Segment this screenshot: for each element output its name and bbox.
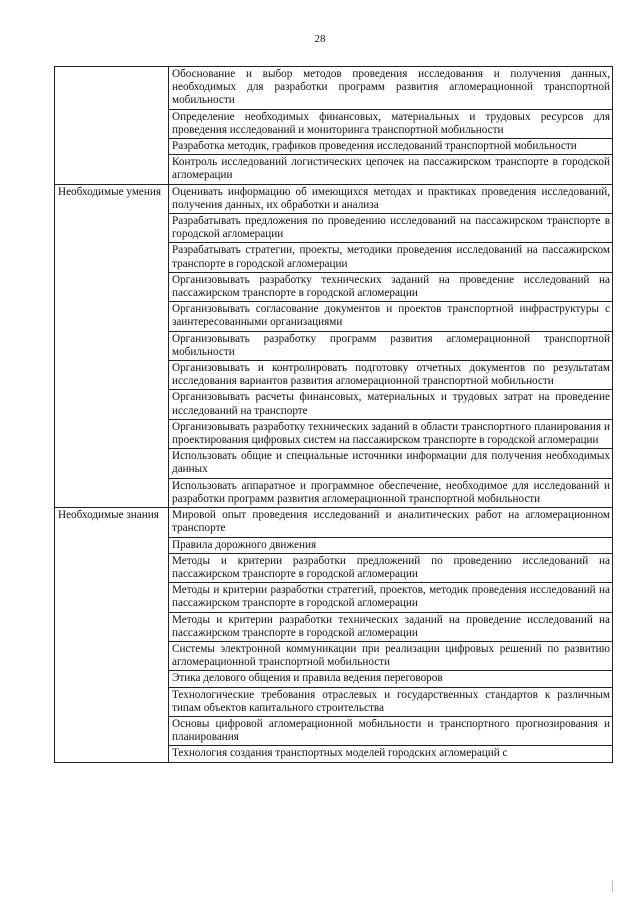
requirement-cell: Организовывать разработку программ развития агломерационной транспортной мобильности xyxy=(169,331,613,360)
requirement-cell: Методы и критерии разработки технических заданий на проведение исследований на пассажирском транспорте в городской агломерации xyxy=(169,612,613,641)
competency-table xyxy=(54,66,613,763)
scan-artifact xyxy=(612,880,613,892)
category-cell: Необходимые умения xyxy=(55,184,169,507)
requirement-cell: Технология создания транспортных моделей городских агломераций с xyxy=(169,746,613,762)
requirement-cell: Разрабатывать предложения по проведению исследований на пассажирском транспорте в городской агломерации xyxy=(169,214,613,243)
page-number: 28 xyxy=(314,33,326,45)
table-row xyxy=(55,184,613,213)
requirement-cell: Организовывать расчеты финансовых, материальных и трудовых затрат на проведение исследований на транспорте xyxy=(169,390,613,419)
requirement-cell: Обоснование и выбор методов проведения исследования и получения данных, необходимых для разработки программ развития агломерационной транспортной мобильности xyxy=(169,67,613,110)
requirement-cell: Разрабатывать стратегии, проекты, методики проведения исследований на пассажирском транспорте в городской агломерации xyxy=(169,243,613,272)
requirement-cell: Организовывать и контролировать подготовку отчетных документов по результатам исследования вариантов развития агломерационной транспортной мобильности xyxy=(169,361,613,390)
requirement-cell: Правила дорожного движения xyxy=(169,537,613,553)
requirement-cell: Методы и критерии разработки стратегий, проектов, методик проведения исследований на пассажирском транспорте в городской агломерации xyxy=(169,583,613,612)
requirement-cell: Методы и критерии разработки предложений по проведению исследований на пассажирском транспорте в городской агломерации xyxy=(169,553,613,582)
requirement-cell: Использовать аппаратное и программное обеспечение, необходимое для исследований и разработки программ развития агломерационной транспортной мобильности xyxy=(169,478,613,507)
requirement-cell: Мировой опыт проведения исследований и аналитических работ на агломерационном транспорте xyxy=(169,508,613,537)
requirement-cell: Разработка методик, графиков проведения исследований транспортной мобильности xyxy=(169,139,613,155)
requirement-cell: Организовывать согласование документов и проектов транспортной инфраструктуры с заинтересованными организациями xyxy=(169,302,613,331)
requirement-cell: Организовывать разработку технических заданий на проведение исследований на пассажирском транспорте в городской агломерации xyxy=(169,272,613,301)
requirement-cell: Основы цифровой агломерационной мобильности и транспортного прогнозирования и планирования xyxy=(169,716,613,745)
category-cell: Необходимые знания xyxy=(55,508,169,762)
requirement-cell: Определение необходимых финансовых, материальных и трудовых ресурсов для проведения исследований и мониторинга транспортной мобильности xyxy=(169,109,613,138)
competency-table-body xyxy=(55,67,613,763)
requirement-cell: Системы электронной коммуникации при реализации цифровых решений по развитию агломерационной транспортной мобильности xyxy=(169,641,613,670)
requirement-cell: Технологические требования отраслевых и государственных стандартов к различным типам объектов капитального строительства xyxy=(169,687,613,716)
category-cell xyxy=(55,67,169,185)
requirement-cell: Контроль исследований логистических цепочек на пассажирском транспорте в городской агломерации xyxy=(169,155,613,184)
requirement-cell: Оценивать информацию об имеющихся методах и практиках проведения исследований, получения данных, их обработки и анализа xyxy=(169,184,613,213)
requirement-cell: Использовать общие и специальные источники информации для получения необходимых данных xyxy=(169,449,613,478)
table-row xyxy=(55,67,613,110)
requirement-cell: Организовывать разработку технических заданий в области транспортного планирования и проектирования цифровых систем на пассажирском транспорте в городской агломерации xyxy=(169,419,613,448)
requirement-cell: Этика делового общения и правила ведения переговоров xyxy=(169,671,613,687)
table-row xyxy=(55,508,613,537)
